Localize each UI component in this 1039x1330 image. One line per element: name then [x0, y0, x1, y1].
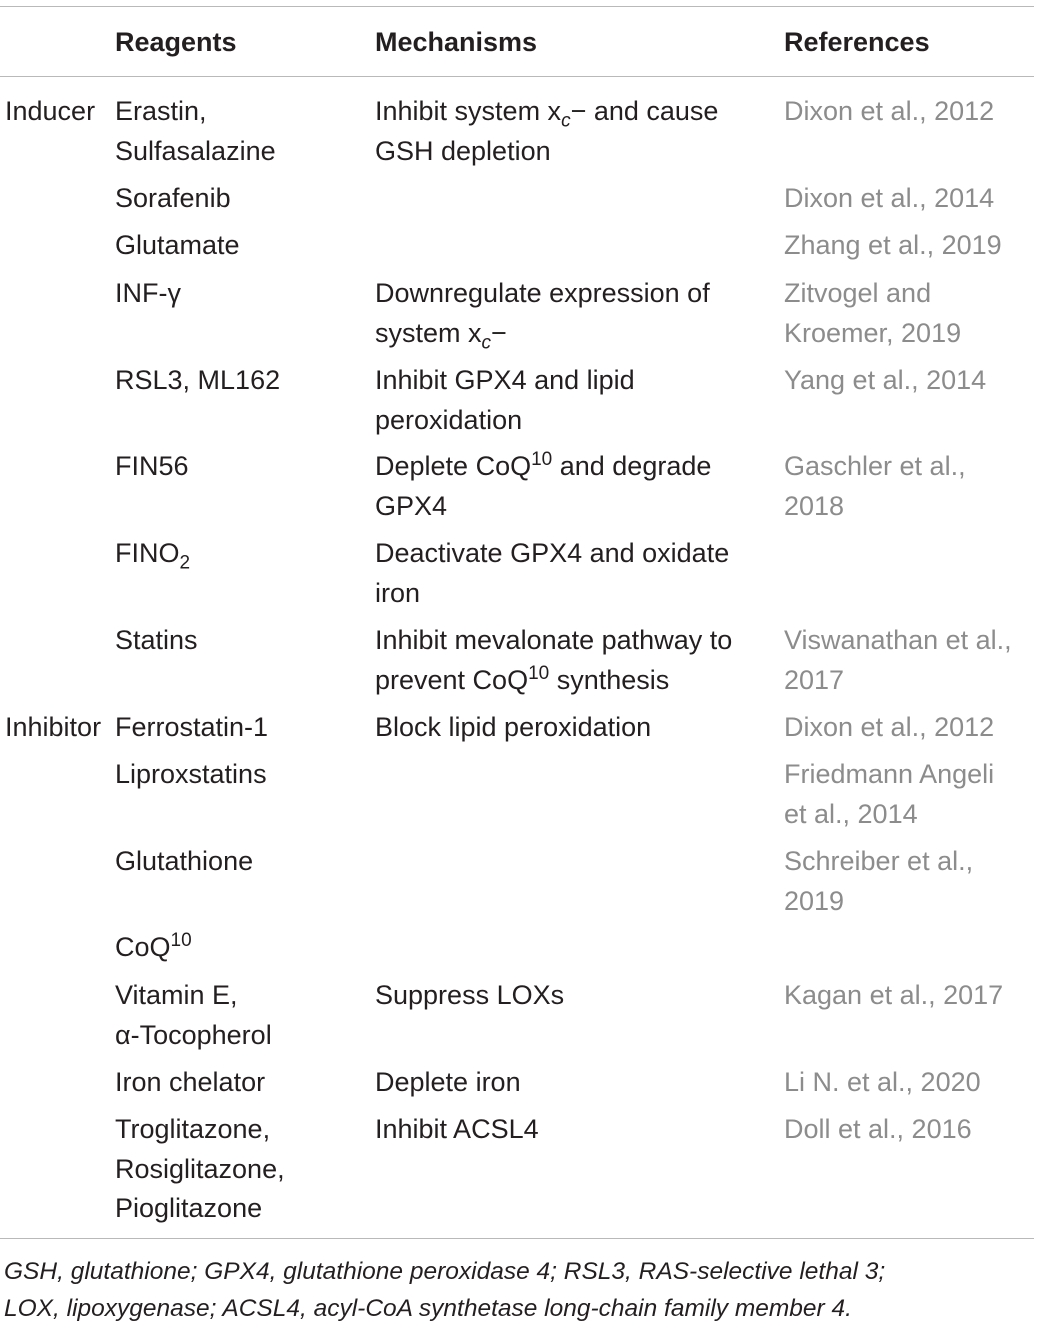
- reference-line: Li N. et al., 2020: [784, 1067, 981, 1097]
- reference-line: 2018: [784, 490, 845, 521]
- reference-line: 2017: [784, 664, 845, 695]
- reagent-cell: [115, 534, 190, 574]
- mechanism-line: Inhibit ACSL4: [375, 1114, 539, 1144]
- mechanism-line: Downregulate expression of: [375, 278, 710, 308]
- mechanism-line: Suppress LOXs: [375, 980, 565, 1010]
- reagent-line: Pioglitazone: [115, 1193, 263, 1223]
- reference-cell: [784, 274, 961, 353]
- reference-cell: [784, 92, 994, 132]
- reagent-cell: [115, 1063, 265, 1103]
- mechanism-cell: [375, 534, 729, 613]
- reagent-line: Sorafenib: [115, 183, 231, 213]
- reagent-cell: [115, 1110, 285, 1229]
- reagent-line: Glutathione: [115, 846, 254, 876]
- table-top-rule: [0, 6, 1034, 7]
- header-rule: [0, 76, 1034, 77]
- reference-line: Viswanathan et al.,: [784, 625, 1012, 655]
- reagent-cell: [115, 755, 267, 795]
- reagent-line: Ferrostatin-1: [115, 712, 269, 742]
- reference-line: Schreiber et al.,: [784, 846, 974, 876]
- reagent-cell: [115, 361, 280, 401]
- reagent-line: Liproxstatins: [115, 759, 267, 789]
- reference-cell: [784, 621, 1012, 700]
- mechanism-cell: [375, 92, 718, 171]
- footnote-line: LOX, lipoxygenase; ACSL4, acyl-CoA synthetase long-chain family member 4.: [4, 1295, 852, 1322]
- reference-cell: [784, 361, 986, 401]
- reagent-cell: [115, 179, 231, 219]
- mechanism-cell: [375, 447, 711, 526]
- reagent-cell: [115, 976, 272, 1055]
- reference-line: Dixon et al., 2012: [784, 96, 995, 126]
- reagent-line: INF-γ: [115, 278, 181, 308]
- reference-line: 2019: [784, 885, 845, 916]
- reagent-line: α-Tocopherol: [115, 1019, 272, 1050]
- group-label: Inducer: [5, 96, 96, 126]
- reagent-line: Rosiglitazone,: [115, 1153, 285, 1184]
- reagent-cell: [115, 447, 189, 487]
- reagent-cell: [115, 621, 198, 661]
- reagent-line: Sulfasalazine: [115, 135, 276, 166]
- reference-line: et al., 2014: [784, 798, 918, 829]
- reference-line: Friedmann Angeli: [784, 759, 995, 789]
- mechanism-line: GPX4: [375, 490, 448, 521]
- mechanism-line: GSH depletion: [375, 135, 551, 166]
- reagent-cell: [115, 928, 192, 968]
- mechanism-line: Deactivate GPX4 and oxidate: [375, 538, 730, 568]
- reagent-cell: [115, 708, 268, 748]
- reference-line: Zhang et al., 2019: [784, 230, 1002, 260]
- mechanism-line: Deplete iron: [375, 1067, 521, 1097]
- reference-line: Zitvogel and: [784, 278, 932, 308]
- reagent-line: Erastin,: [115, 96, 207, 126]
- reference-line: Dixon et al., 2012: [784, 712, 995, 742]
- mechanism-line: Inhibit system $x_c-$ and cause: [375, 96, 719, 132]
- reagent-cell: [115, 92, 276, 171]
- reference-line: Kroemer, 2019: [784, 317, 962, 348]
- mechanism-line: Block lipid peroxidation: [375, 712, 652, 742]
- reagent-line: Troglitazone,: [115, 1114, 271, 1144]
- mechanism-line: Deplete CoQ$^{10}$ and degrade: [375, 449, 712, 481]
- reagent-cell: [115, 842, 253, 882]
- reference-line: Gaschler et al.,: [784, 451, 966, 481]
- header-mechanisms: Mechanisms: [375, 27, 538, 57]
- reference-cell: [784, 447, 966, 526]
- reagent-line: Glutamate: [115, 230, 240, 260]
- reagent-line: RSL3, ML162: [115, 365, 281, 395]
- mechanism-cell: [375, 1110, 539, 1150]
- header-reagents: Reagents: [115, 27, 237, 57]
- table-bottom-rule: [0, 1238, 1034, 1239]
- reagent-cell: [115, 274, 181, 314]
- reference-cell: [784, 179, 994, 219]
- mechanism-line: prevent CoQ$^{10}$ synthesis: [375, 662, 670, 695]
- reference-cell: [784, 1110, 972, 1150]
- reference-line: Doll et al., 2016: [784, 1114, 972, 1144]
- reference-cell: [784, 976, 1003, 1016]
- reagent-line: FIN56: [115, 451, 189, 481]
- reference-line: Dixon et al., 2014: [784, 183, 995, 213]
- reagent-cell: [115, 226, 240, 266]
- group-label: Inhibitor: [5, 712, 102, 742]
- reference-cell: [784, 708, 994, 748]
- reference-cell: [784, 1063, 981, 1103]
- reagent-line: CoQ$^{10}$: [115, 930, 192, 962]
- reference-line: Yang et al., 2014: [784, 365, 987, 395]
- reagent-line: Statins: [115, 625, 198, 655]
- mechanism-cell: [375, 976, 564, 1016]
- reagent-line: Iron chelator: [115, 1067, 266, 1097]
- mechanism-line: peroxidation: [375, 404, 523, 435]
- mechanism-cell: [375, 1063, 521, 1103]
- mechanism-cell: [375, 361, 635, 440]
- mechanism-line: Inhibit GPX4 and lipid: [375, 365, 635, 395]
- mechanism-cell: [375, 274, 710, 353]
- mechanism-cell: [375, 621, 732, 700]
- reference-cell: [784, 226, 1002, 266]
- header-references: References: [784, 27, 930, 57]
- reagent-line: $FINO_2$: [115, 538, 191, 574]
- mechanism-cell: [375, 708, 651, 748]
- reference-line: Kagan et al., 2017: [784, 980, 1004, 1010]
- reagent-line: Vitamin E,: [115, 980, 238, 1010]
- footnote-line: GSH, glutathione; GPX4, glutathione peroxidase 4; RSL3, RAS-selective lethal 3;: [4, 1258, 886, 1285]
- reference-cell: [784, 755, 994, 834]
- mechanism-line: Inhibit mevalonate pathway to: [375, 625, 733, 655]
- reference-cell: [784, 842, 973, 921]
- mechanism-line: iron: [375, 577, 421, 608]
- table-footnote: [4, 1253, 1038, 1327]
- mechanism-line: system $x_c-$: [375, 317, 507, 353]
